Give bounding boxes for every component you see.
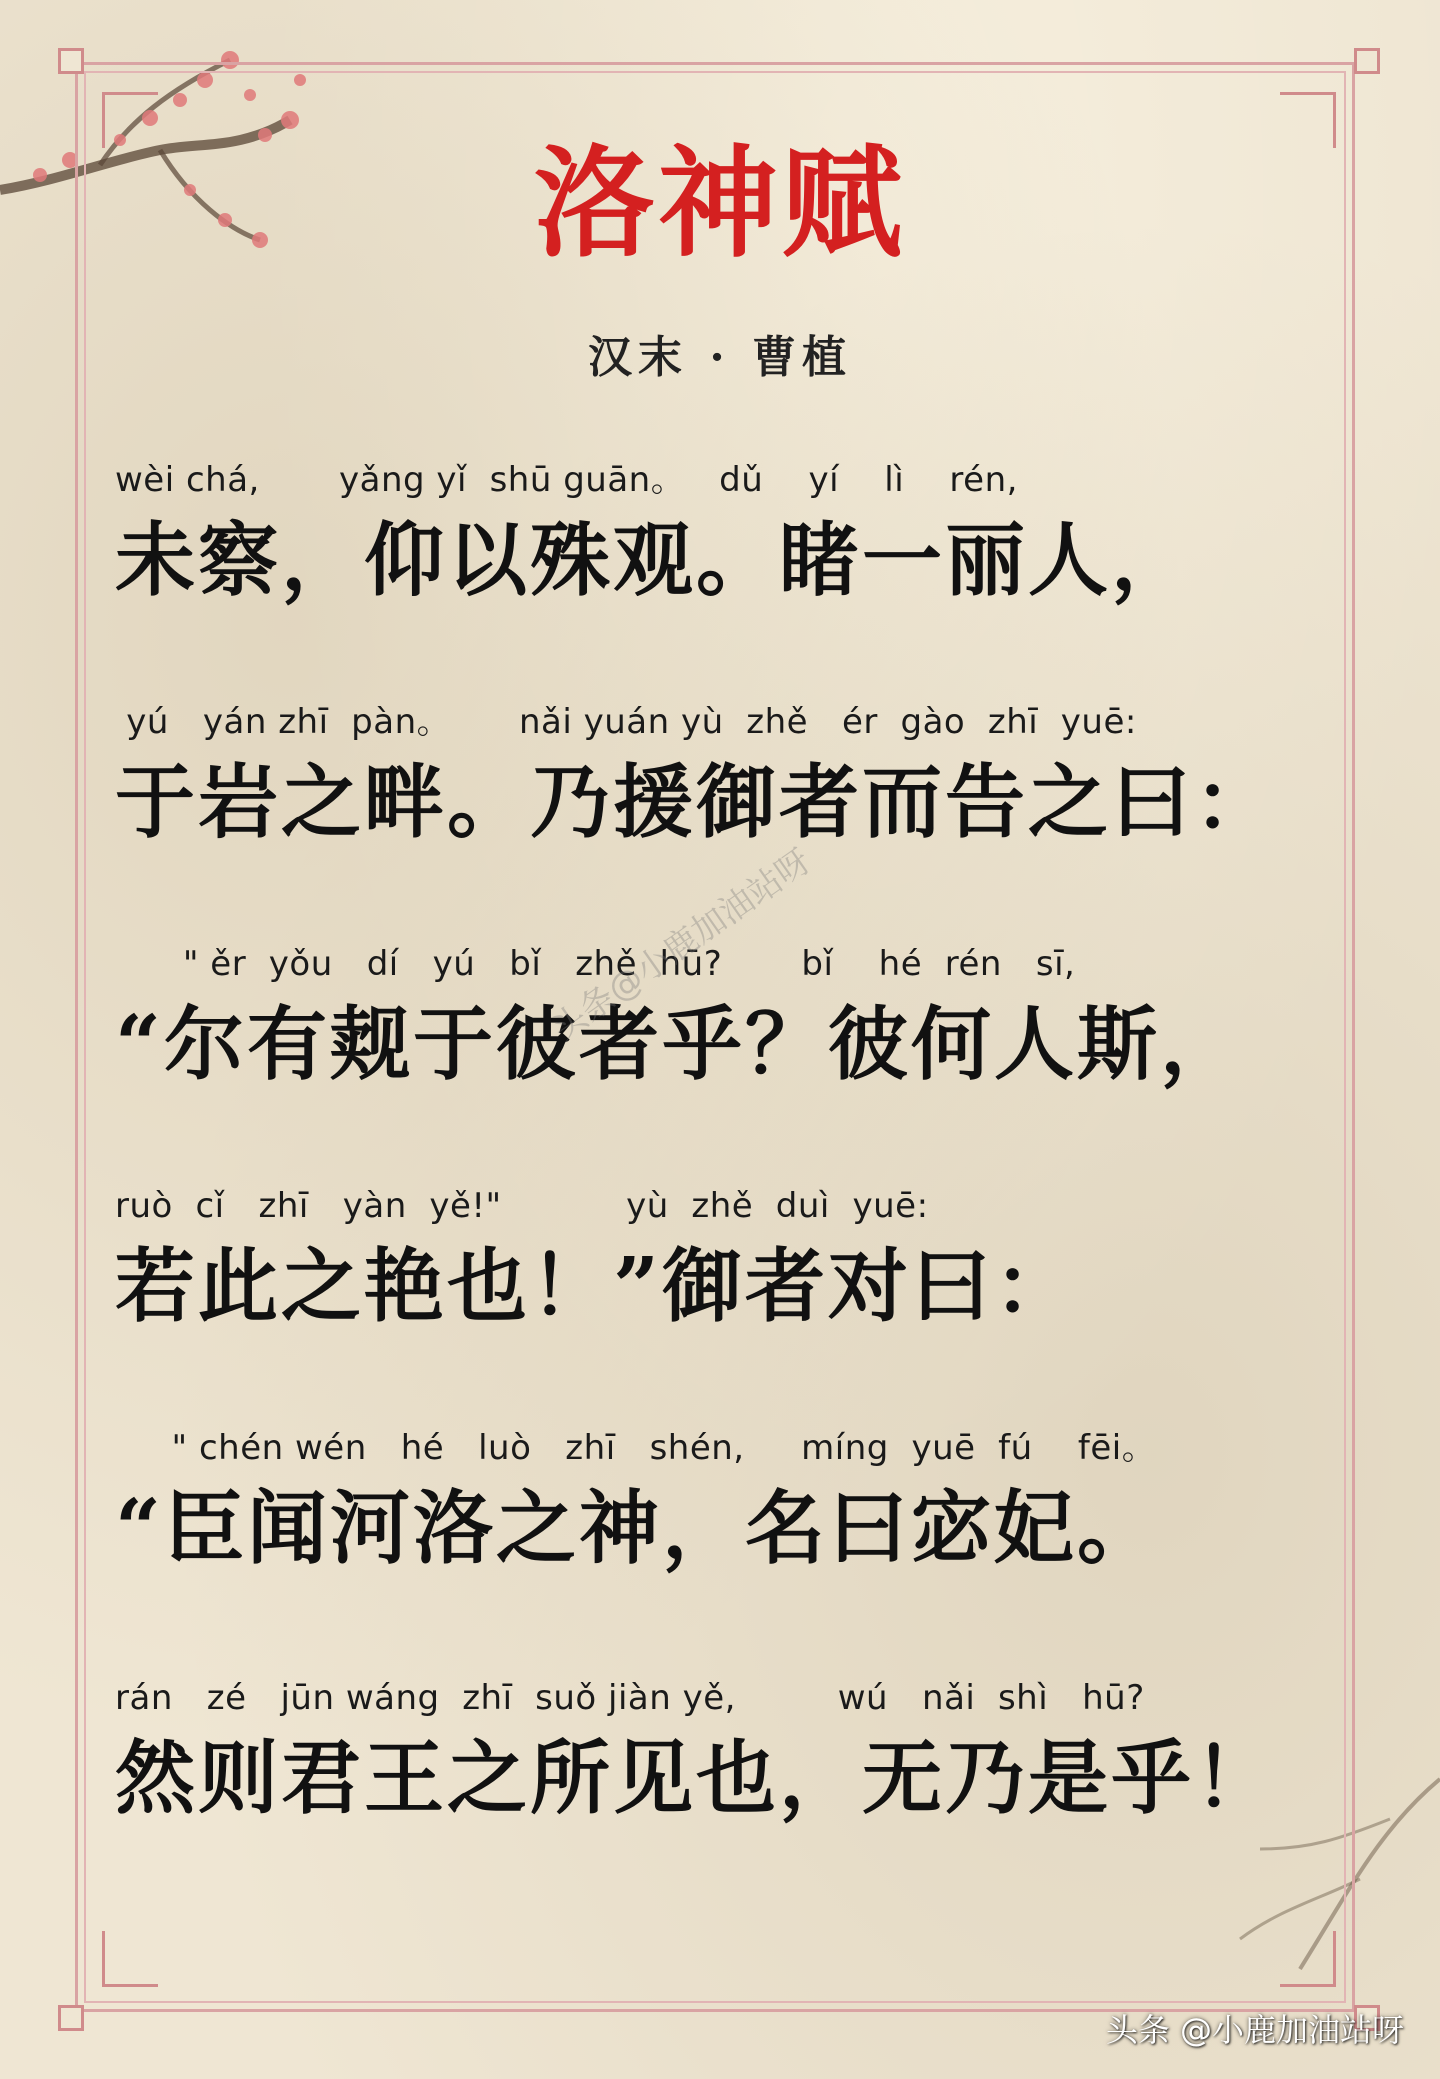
frame-knot: [58, 48, 84, 74]
poem-title: 洛神赋: [534, 135, 906, 274]
frame-corner: [102, 1931, 158, 1987]
pinyin-row: " chén wén hé luò zhī shén, míng yuē fú fēi。: [115, 1428, 1157, 1468]
hanzi-row: 若此之艳也！”御者对曰：: [115, 1239, 1078, 1333]
pinyin-row: rán zé jūn wáng zhī suǒ jiàn yě, wú nǎi shì hū?: [115, 1678, 1145, 1718]
footer-watermark: 头条 @小鹿加油站呀: [1105, 2011, 1404, 2049]
frame-knot: [58, 2005, 84, 2031]
hanzi-row: “臣闻河洛之神，名曰宓妃。: [115, 1481, 1161, 1575]
poem-line: [115, 1184, 1345, 1338]
poem-line: [115, 942, 1345, 1096]
pinyin-row: " ěr yǒu dí yú bǐ zhě hū? bǐ hé rén sī,: [115, 944, 1076, 984]
frame-corner: [1280, 1931, 1336, 1987]
pinyin-row: yú yán zhī pàn。 nǎi yuán yù zhě ér gào zhī yuē:: [115, 702, 1137, 742]
poem-line: [115, 700, 1345, 854]
poem-line: [115, 458, 1345, 612]
watermark-text: 头条@小鹿加油站呀: [544, 841, 819, 1050]
frame-knot: [1354, 48, 1380, 74]
poem-author: 汉末 · 曹植: [588, 332, 852, 383]
pinyin-row: wèi chá, yǎng yǐ shū guān。 dǔ yí lì rén,: [115, 460, 1018, 500]
poem-line: [115, 1426, 1345, 1580]
hanzi-row: 于岩之畔。乃援御者而告之曰：: [115, 755, 1277, 849]
hanzi-row: 未察，仰以殊观。睹一丽人，: [115, 513, 1194, 607]
hanzi-row: 然则君王之所见也，无乃是乎！: [115, 1731, 1277, 1825]
hanzi-row: “尔有觌于彼者乎？彼何人斯，: [115, 997, 1244, 1091]
pinyin-row: ruò cǐ zhī yàn yě!" yù zhě duì yuē:: [115, 1186, 929, 1226]
poem-line: [115, 1676, 1345, 1830]
